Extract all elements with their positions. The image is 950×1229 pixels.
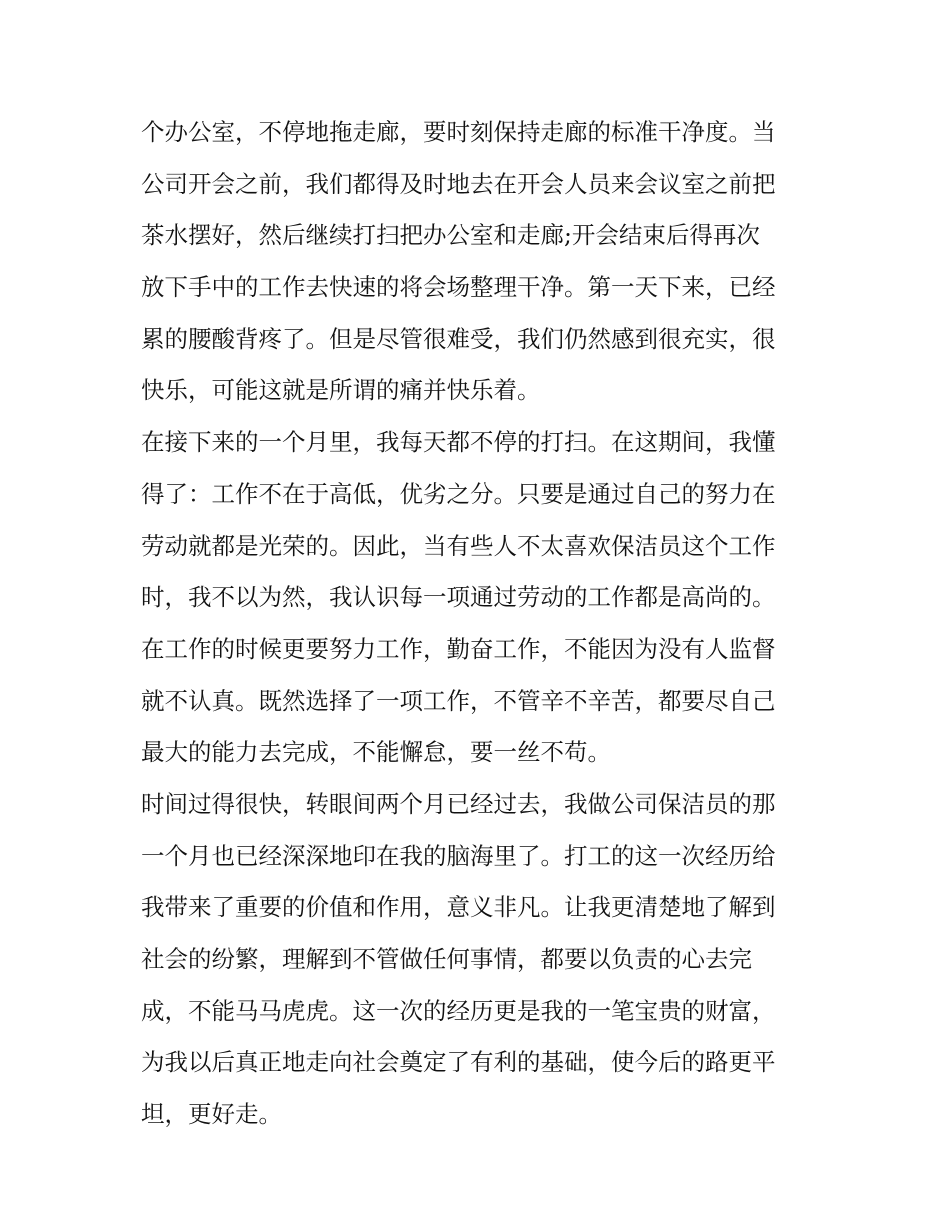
text-line: 放下手中的工作去快速的将会场整理干净。第一天下来，已经 [141, 273, 776, 302]
text-line: 劳动就都是光荣的。因此，当有些人不太喜欢保洁员这个工作 [141, 531, 776, 560]
text-line: 就不认真。既然选择了一项工作，不管辛不辛苦，都要尽自己 [141, 686, 776, 715]
text-line: 在工作的时候更要努力工作，勤奋工作，不能因为没有人监督 [141, 634, 776, 663]
text-line: 快乐，可能这就是所谓的痛并快乐着。 [141, 376, 541, 405]
text-line: 我带来了重要的价值和作用，意义非凡。让我更清楚地了解到 [141, 893, 776, 922]
text-line: 一个月也已经深深地印在我的脑海里了。打工的这一次经历给 [141, 841, 776, 870]
text-line: 时，我不以为然，我认识每一项通过劳动的工作都是高尚的。 [141, 583, 776, 612]
body-text [141, 107, 821, 1141]
text-line: 时间过得很快，转眼间两个月已经过去，我做公司保洁员的那 [141, 789, 776, 818]
text-line: 为我以后真正地走向社会奠定了有利的基础，使今后的路更平 [141, 1048, 776, 1077]
text-line: 累的腰酸背疼了。但是尽管很难受，我们仍然感到很充实，很 [141, 324, 776, 353]
text-line: 在接下来的一个月里，我每天都不停的打扫。在这期间，我懂 [141, 428, 776, 457]
text-line: 坦，更好走。 [141, 1100, 282, 1129]
text-line: 成，不能马马虎虎。这一次的经历更是我的一笔宝贵的财富， [141, 996, 776, 1025]
text-line: 社会的纷繁，理解到不管做任何事情，都要以负责的心去完 [141, 945, 752, 973]
text-line: 得了：工作不在于高低，优劣之分。只要是通过自己的努力在 [141, 479, 776, 508]
text-line: 公司开会之前，我们都得及时地去在开会人员来会议室之前把 [141, 169, 776, 198]
text-line: 个办公室，不停地拖走廊，要时刻保持走廊的标准干净度。当 [141, 118, 776, 146]
text-line: 最大的能力去完成，不能懈怠，要一丝不苟。 [141, 738, 611, 767]
text-line: 茶水摆好，然后继续打扫把办公室和走廊;开会结束后得再次 [141, 221, 760, 250]
